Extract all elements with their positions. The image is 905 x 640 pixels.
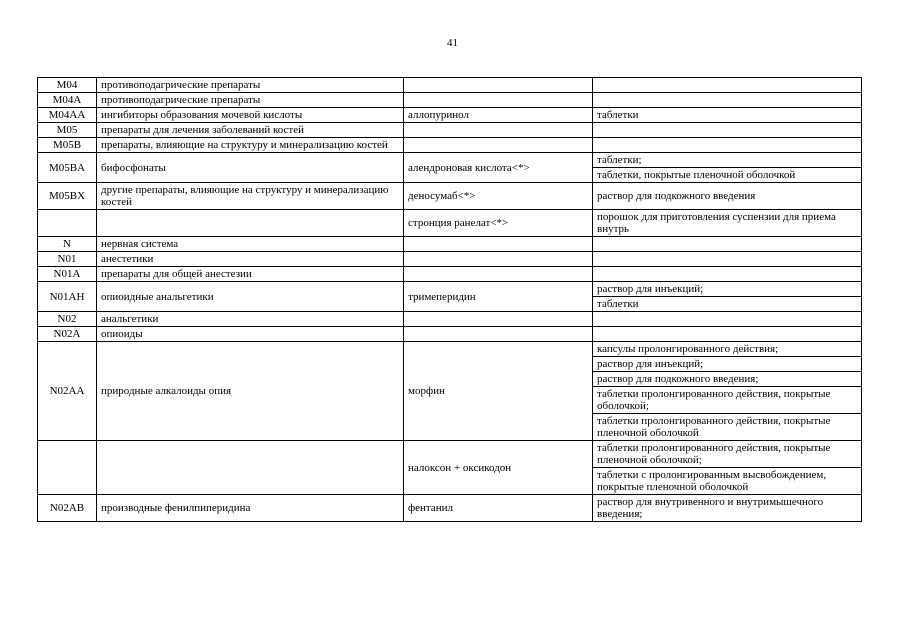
table-row <box>38 342 862 357</box>
atc-code-cell <box>38 441 97 495</box>
dosage-form-cell <box>593 267 862 282</box>
atc-code-cell: M05BA <box>38 153 97 183</box>
drug-name-cell <box>404 252 593 267</box>
group-name-cell <box>97 210 404 237</box>
drug-name-cell: стронция ранелат<*> <box>404 210 593 237</box>
table-row <box>38 183 862 210</box>
dosage-form-cell: таблетки пролонгированного действия, покрытые пленочной оболочкой <box>593 414 862 441</box>
atc-code-cell: N02AA <box>38 342 97 441</box>
group-name-cell: противоподагрические препараты <box>97 93 404 108</box>
table-row <box>38 267 862 282</box>
drug-name-cell <box>404 267 593 282</box>
drug-name-cell: аллопуринол <box>404 108 593 123</box>
table-row <box>38 123 862 138</box>
atc-code-cell: M05B <box>38 138 97 153</box>
drug-name-cell: деносумаб<*> <box>404 183 593 210</box>
group-name-cell: опиоиды <box>97 327 404 342</box>
drug-name-cell: налоксон + оксикодон <box>404 441 593 495</box>
dosage-form-cell <box>593 138 862 153</box>
drug-name-cell: алендроновая кислота<*> <box>404 153 593 183</box>
table-row <box>38 495 862 522</box>
atc-code-cell: M04AA <box>38 108 97 123</box>
table-row <box>38 441 862 468</box>
dosage-form-cell: таблетки пролонгированного действия, покрытые оболочкой; <box>593 387 862 414</box>
dosage-form-cell <box>593 123 862 138</box>
table-row <box>38 210 862 237</box>
group-name-cell: противоподагрические препараты <box>97 78 404 93</box>
drug-name-cell: тримеперидин <box>404 282 593 312</box>
table-row <box>38 282 862 297</box>
dosage-form-cell: таблетки <box>593 108 862 123</box>
group-name-cell: производные фенилпиперидина <box>97 495 404 522</box>
dosage-form-cell: раствор для инъекций; <box>593 357 862 372</box>
atc-code-cell: M05 <box>38 123 97 138</box>
group-name-cell <box>97 441 404 495</box>
atc-code-cell: N01 <box>38 252 97 267</box>
dosage-form-cell <box>593 312 862 327</box>
atc-code-cell: N01AH <box>38 282 97 312</box>
table-row <box>38 153 862 168</box>
dosage-form-cell: таблетки, покрытые пленочной оболочкой <box>593 168 862 183</box>
dosage-form-cell <box>593 327 862 342</box>
table-row <box>38 327 862 342</box>
table-row <box>38 237 862 252</box>
drug-name-cell: фентанил <box>404 495 593 522</box>
dosage-form-cell: таблетки; <box>593 153 862 168</box>
group-name-cell: анестетики <box>97 252 404 267</box>
dosage-form-cell <box>593 237 862 252</box>
dosage-form-cell: таблетки пролонгированного действия, покрытые пленочной оболочкой; <box>593 441 862 468</box>
atc-code-cell: M04A <box>38 93 97 108</box>
group-name-cell: нервная система <box>97 237 404 252</box>
table-row <box>38 252 862 267</box>
atc-code-cell: N02AB <box>38 495 97 522</box>
dosage-form-cell: раствор для подкожного введения <box>593 183 862 210</box>
table-row <box>38 312 862 327</box>
atc-code-cell: N02 <box>38 312 97 327</box>
atc-code-cell: M05BX <box>38 183 97 210</box>
group-name-cell: другие препараты, влияющие на структуру и минерализацию костей <box>97 183 404 210</box>
group-name-cell: бифосфонаты <box>97 153 404 183</box>
drug-table <box>37 77 862 522</box>
atc-code-cell <box>38 210 97 237</box>
dosage-form-cell: таблетки <box>593 297 862 312</box>
table-row <box>38 108 862 123</box>
page-number: 41 <box>447 37 458 49</box>
drug-name-cell <box>404 123 593 138</box>
dosage-form-cell <box>593 93 862 108</box>
group-name-cell: препараты, влияющие на структуру и минерализацию костей <box>97 138 404 153</box>
drug-name-cell: морфин <box>404 342 593 441</box>
table-row <box>38 138 862 153</box>
table-row <box>38 78 862 93</box>
atc-code-cell: M04 <box>38 78 97 93</box>
group-name-cell: ингибиторы образования мочевой кислоты <box>97 108 404 123</box>
atc-code-cell: N02A <box>38 327 97 342</box>
drug-name-cell <box>404 312 593 327</box>
group-name-cell: опиоидные анальгетики <box>97 282 404 312</box>
dosage-form-cell: капсулы пролонгированного действия; <box>593 342 862 357</box>
drug-name-cell <box>404 237 593 252</box>
atc-code-cell: N01A <box>38 267 97 282</box>
table-row <box>38 93 862 108</box>
dosage-form-cell <box>593 252 862 267</box>
group-name-cell: анальгетики <box>97 312 404 327</box>
group-name-cell: препараты для лечения заболеваний костей <box>97 123 404 138</box>
dosage-form-cell: порошок для приготовления суспензии для приема внутрь <box>593 210 862 237</box>
atc-code-cell: N <box>38 237 97 252</box>
drug-name-cell <box>404 93 593 108</box>
group-name-cell: препараты для общей анестезии <box>97 267 404 282</box>
drug-name-cell <box>404 327 593 342</box>
group-name-cell: природные алкалоиды опия <box>97 342 404 441</box>
drug-name-cell <box>404 78 593 93</box>
dosage-form-cell: раствор для внутривенного и внутримышечного введения; <box>593 495 862 522</box>
drug-name-cell <box>404 138 593 153</box>
dosage-form-cell <box>593 78 862 93</box>
dosage-form-cell: раствор для подкожного введения; <box>593 372 862 387</box>
dosage-form-cell: раствор для инъекций; <box>593 282 862 297</box>
dosage-form-cell: таблетки с пролонгированным высвобождением, покрытые пленочной оболочкой <box>593 468 862 495</box>
